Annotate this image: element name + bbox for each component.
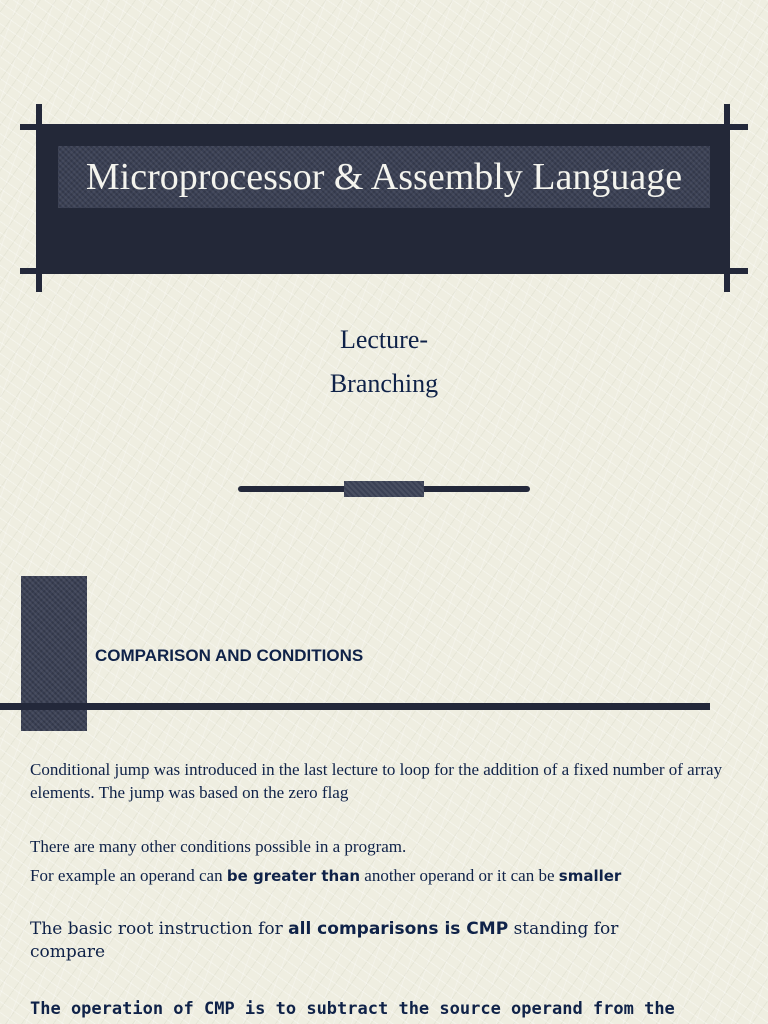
subtitle-line-1: Lecture- [339,325,429,354]
example-text-2: another operand or it can be [360,866,559,885]
example-text-1: For example an operand can [30,866,227,885]
example-bold-greater: be greater than [226,867,361,885]
section-heading: COMPARISON AND CONDITIONS [95,646,364,665]
cmp-operation-bold: The operation of CMP is to subtract the source operand from the [30,999,675,1019]
cmp-text-2: standing for compare [30,919,619,962]
paragraph-cmp-root [30,918,690,964]
paragraph-example [30,864,730,888]
cmp-text-1: The basic root instruction for [30,919,289,939]
cmp-bold: all comparisons is CMP [288,919,509,939]
decorative-divider-center [344,481,424,497]
paragraph-cmp-operation [30,998,730,1021]
example-bold-smaller: smaller [558,867,622,885]
subtitle-line-2: Branching [329,369,439,398]
paragraph-other-conditions: There are many other conditions possible in a program. [30,837,407,856]
slide-subtitle [0,318,768,406]
title-banner [38,126,730,274]
slide-title: Microprocessor & Assembly Language [85,156,683,198]
header-rule [0,703,710,710]
paragraph-conditional-jump: Conditional jump was introduced in the last lecture to loop for the addition of a fixed number of array elements. The jump was based on the zero flag [30,760,723,802]
